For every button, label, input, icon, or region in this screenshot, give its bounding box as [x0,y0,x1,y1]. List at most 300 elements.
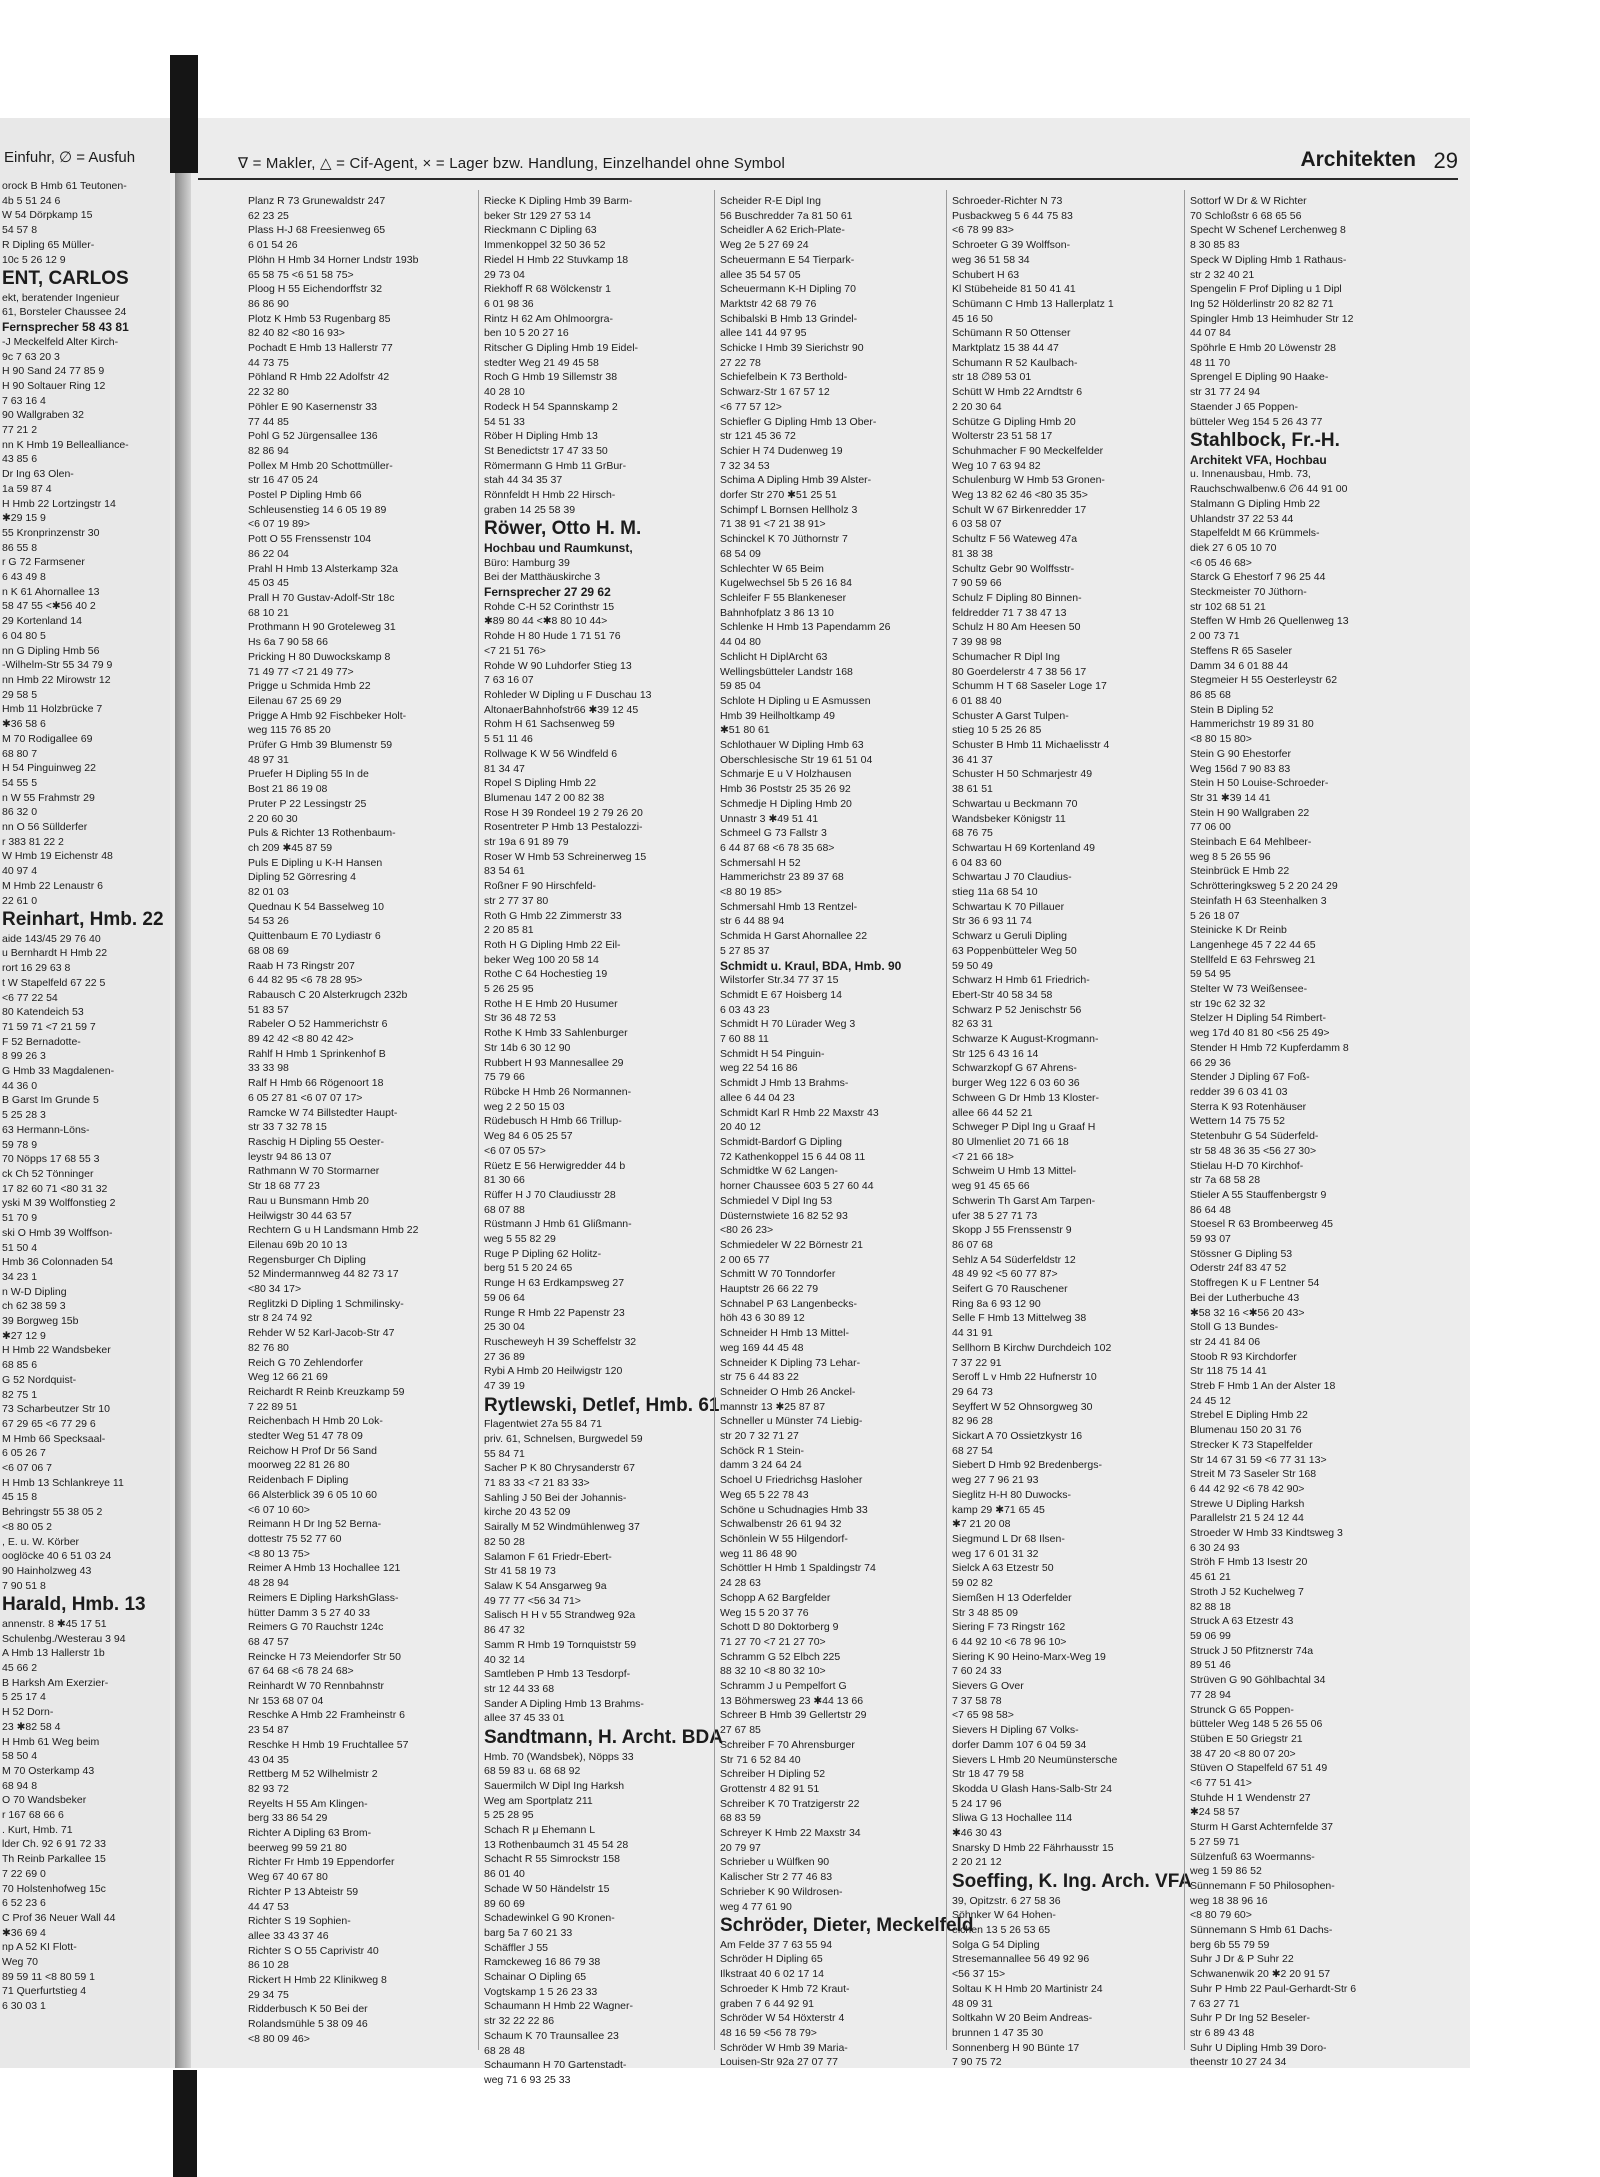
directory-entry: Seroff L v Hmb 22 Hufnerstr 10 [952,1371,1097,1384]
directory-entry: Schwarz-Str 1 67 57 12 [720,386,830,399]
directory-entry: Roser W Hmb 53 Schreinerweg 15 [484,850,647,863]
directory-entry: Schwartau J 70 Claudius- [952,871,1072,884]
directory-entry: Skodda U Glash Hans-Salb-Str 24 [952,1782,1112,1795]
directory-entry: Schönlein W 55 Hilgendorf- [720,1532,848,1545]
directory-entry: moorweg 22 81 26 80 [248,1459,350,1472]
directory-entry: 7 32 34 53 [720,459,770,472]
directory-entry: Hmb 36 Colonnaden 54 [2,1256,113,1269]
directory-entry: 29 Kortenland 14 [2,615,82,628]
directory-entry: Schröder W Hmb 39 Maria- [720,2041,848,2054]
directory-entry: damm 3 24 64 24 [720,1459,802,1472]
directory-entry: Stelter W 73 Weißensee- [1190,983,1308,996]
directory-entry: n W-D Dipling [2,1285,67,1298]
directory-entry: 89 42 42 <8 80 42 42> [248,1033,354,1046]
directory-entry: Rüetz E 56 Herwigredder 44 b [484,1159,626,1172]
directory-entry: Schween G Dr Hmb 13 Kloster- [952,1091,1100,1104]
directory-entry: Pochadt E Hmb 13 Hallerstr 77 [248,342,393,355]
directory-entry: 2 20 85 81 [484,924,534,937]
directory-entry: 82 01 03 [248,886,289,899]
directory-entry: <8 80 19 85> [720,886,782,899]
directory-entry: 6 43 49 8 [2,571,46,584]
directory-entry: Schinckel K 70 Jüthornstr 7 [720,533,848,546]
directory-entry: 86 47 32 [484,1624,525,1637]
directory-entry: Dipling 52 Görresring 4 [248,871,356,884]
directory-entry: Str 18 68 77 23 [248,1180,320,1193]
directory-entry: 44 07 84 [1190,327,1231,340]
directory-entry: u. Innenausbau, Hmb. 73, [1190,468,1311,481]
directory-entry: 59 06 99 [1190,1630,1231,1642]
directory-entry: 7 60 24 33 [952,1665,1002,1678]
directory-entry: 71 Querfurtstieg 4 [2,1985,87,1998]
directory-entry: Weg 12 66 21 69 [248,1371,328,1384]
directory-entry: r 167 68 66 6 [2,1809,64,1822]
directory-entry: 70 Schloßstr 6 68 65 56 [1190,209,1302,222]
directory-entry: Schroeder-Richter N 73 [952,195,1063,207]
directory-entry: Schneller u Münster 74 Liebig- [720,1415,863,1428]
directory-entry: Str 36 48 72 53 [484,1012,556,1025]
directory-entry: Louisen-Str 92a 27 07 77 [720,2056,838,2069]
directory-entry: weg 169 44 45 48 [720,1341,804,1354]
directory-entry: Marktplatz 15 38 44 47 [952,342,1059,355]
directory-entry: Schweger P Dipl Ing u Graaf H [952,1121,1096,1134]
directory-entry: Rothe C 64 Hochestieg 19 [484,968,608,981]
directory-entry: H Hmb 13 Schlankreye 11 [2,1476,124,1489]
directory-entry: Sterra K 93 Rotenhäuser [1190,1100,1307,1113]
directory-entry: 71 49 77 <7 21 49 77> [248,665,354,678]
directory-entry: Stoll G 13 Bundes- [1190,1321,1279,1334]
directory-entry: ✱51 80 61 [720,724,770,737]
directory-entry: Rieckmann C Dipling 63 [484,224,597,237]
directory-entry: Schlothauer W Dipling Hmb 63 [720,739,864,752]
directory-entry: Rehder W 52 Karl-Jacob-Str 47 [248,1327,395,1340]
directory-entry: Ströh F Hmb 13 Isestr 20 [1190,1556,1308,1569]
directory-entry: Röwer, Otto H. M. [484,518,642,540]
directory-entry: Schott D 80 Doktorberg 9 [720,1621,839,1634]
directory-entry: ✱24 58 57 [1190,1806,1240,1819]
directory-entry: 6 05 26 7 [2,1447,46,1460]
directory-entry: Schaum K 70 Traunsallee 23 [484,2029,619,2042]
directory-entry: 8 99 26 3 [2,1050,46,1063]
directory-entry: Sahling J 50 Bei der Johannis- [484,1491,627,1504]
directory-entry: str 6 44 88 94 [720,915,785,928]
directory-entry: 66 29 36 [1190,1056,1231,1069]
directory-entry: Prüfer G Hmb 39 Blumenstr 59 [248,739,393,752]
directory-entry: 5 51 11 46 [484,733,533,746]
directory-entry: orock B Hmb 61 Teutonen- [2,180,127,192]
directory-entry: Bei der Matthäuskirche 3 [484,571,601,584]
directory-entry: 6 03 43 23 [720,1003,770,1016]
directory-entry: Stein H 50 Louise-Schroeder- [1190,777,1329,790]
directory-entry: rort 16 29 63 8 [2,962,71,975]
directory-entry: 23 ✱82 58 4 [2,1720,61,1733]
directory-entry: 86 86 90 [248,297,289,310]
page-number: 29 [1433,148,1458,173]
directory-entry: 24 45 12 [1190,1394,1231,1407]
directory-entry: 83 54 61 [484,865,525,878]
directory-entry: nn Hmb 22 Mirowstr 12 [2,674,111,686]
directory-entry: Selle F Hmb 13 Mittelweg 38 [952,1312,1087,1325]
directory-entry: Reichenbach H Hmb 20 Lok- [248,1415,383,1428]
directory-entry: 45 16 50 [952,312,993,325]
directory-entry: allee 6 44 04 23 [720,1091,795,1104]
directory-entry: Str 14 67 31 59 <6 77 31 13> [1190,1453,1327,1466]
directory-entry: Salamon F 61 Friedr-Ebert- [484,1550,612,1563]
directory-entry: Rybi A Hmb 20 Heilwigstr 120 [484,1365,623,1378]
directory-entry: M 70 Rodigallee 69 [2,732,93,745]
directory-entry: Hmb 36 Poststr 25 35 26 92 [720,783,851,796]
directory-entry: Rohde C-H 52 Corinthstr 15 [484,600,615,613]
directory-entry: Starck G Ehestorf 7 96 25 44 [1190,571,1326,584]
directory-entry: Schneider K Dipling 73 Lehar- [720,1356,861,1369]
directory-entry: 47 39 19 [484,1380,525,1393]
directory-entry: 34 23 1 [2,1270,38,1283]
fragment-header: Einfuhr, ∅ = Ausfuh [4,149,136,166]
directory-entry: 70 Nöpps 17 68 55 3 [2,1153,100,1166]
directory-entry: kamp 29 ✱71 65 45 [952,1503,1045,1516]
directory-entry: Reidenbach F Dipling [248,1474,349,1487]
directory-entry: Steffen W Hmb 26 Quellenweg 13 [1190,615,1349,628]
directory-entry: Stoesel R 63 Brombeerweg 45 [1190,1218,1333,1231]
directory-entry: str 31 77 24 94 [1190,386,1261,399]
directory-entry: annenstr. 8 ✱45 17 51 [2,1617,107,1630]
directory-entry: 6 01 98 36 [484,297,534,310]
directory-entry: Hmb 39 Heilholtkamp 49 [720,709,835,722]
directory-entry: Am Felde 37 7 63 55 94 [720,1938,833,1951]
directory-entry: Str 14b 6 30 12 90 [484,1041,571,1054]
directory-entry: Schmeel G 73 Fallstr 3 [720,827,827,840]
directory-entry: feldredder 71 7 38 47 13 [952,606,1067,619]
directory-entry: Reich G 70 Zehlendorfer [248,1356,363,1369]
directory-entry: Behringstr 55 38 05 2 [2,1506,103,1519]
directory-entry: 89 59 11 <8 80 59 1 [2,1970,95,1983]
directory-entry: Weg 2e 5 27 69 24 [720,239,809,252]
directory-entry: Schwarze K August-Krogmann- [952,1033,1099,1046]
directory-entry: str 24 41 84 06 [1190,1335,1261,1348]
directory-entry: stah 44 34 35 37 [484,474,563,487]
directory-entry: Scheuermann E 54 Tierpark- [720,253,855,266]
directory-entry: Reimers G 70 Rauchstr 124c [248,1621,384,1634]
directory-entry: Grottenstr 4 82 91 51 [720,1782,820,1795]
directory-entry: 6 01 88 40 [952,694,1002,707]
directory-entry: Oberschlesische Str 19 61 51 04 [720,753,873,766]
directory-entry: graben 14 25 58 39 [484,503,576,516]
directory-entry: Kl Stübeheide 81 50 41 41 [952,283,1076,296]
directory-entry: u Bernhardt H Hmb 22 [2,947,108,960]
directory-entry: 38 61 51 [952,783,993,796]
directory-entry: Schmidt E 67 Hoisberg 14 [720,988,842,1001]
directory-entry: Schmitt W 70 Tonndorfer [720,1268,836,1281]
directory-entry: Strecker K 73 Stapelfelder [1190,1438,1313,1451]
directory-entry: 6 44 42 92 <6 78 42 90> [1190,1482,1305,1495]
directory-entry: Schwartau u Beckmann 70 [952,797,1078,810]
directory-entry: 13 Rothenbaumch 31 45 54 28 [484,1838,629,1851]
directory-entry: Weg 65 5 22 78 43 [720,1488,809,1501]
directory-entry: 29 64 73 [952,1385,993,1398]
directory-entry: Soltkahn W 20 Beim Andreas- [952,2012,1093,2025]
directory-entry: 45 66 2 [2,1662,38,1674]
directory-entry: Steinfath H 63 Steenhalken 3 [1190,894,1327,907]
directory-entry: Sieglitz H-H 80 Duwocks- [952,1488,1072,1501]
directory-entry: str 102 68 51 21 [1190,600,1266,613]
directory-entry: weg 8 5 26 55 96 [1190,850,1271,863]
directory-entry: Schreiber H Dipling 52 [720,1768,826,1781]
directory-entry: Schimpf L Bornsen Hellholz 3 [720,503,858,516]
directory-entry: Richter S O 55 Caprivistr 40 [248,1944,379,1957]
directory-entry: 51 70 9 [2,1212,38,1225]
directory-entry: Riekhoff R 68 Wölckenstr 1 [484,283,612,296]
directory-entry: Scheidler A 62 Erich-Plate- [720,224,845,237]
directory-entry: Siering K 90 Heino-Marx-Weg 19 [952,1650,1106,1663]
directory-entry: 77 44 85 [248,415,289,428]
directory-entry: Weg 70 [2,1956,38,1969]
directory-entry: 82 96 28 [952,1415,993,1428]
directory-entry: Stahlbock, Fr.-H. [1190,430,1340,452]
directory-entry: <8 80 15 80> [1190,733,1252,746]
directory-entry: Uhlandstr 37 22 53 44 [1190,512,1294,525]
directory-entry: <6 07 19 89> [248,518,310,531]
directory-entry: 7 63 16 07 [484,674,534,687]
directory-entry: Sottorf W Dr & W Richter [1190,195,1307,207]
directory-entry: Streit M 73 Saseler Str 168 [1190,1468,1317,1481]
directory-entry: Rüffer H J 70 Claudiusstr 28 [484,1188,616,1201]
directory-entry: 68 27 54 [952,1444,993,1457]
directory-entry: 7 37 22 91 [952,1356,1002,1369]
directory-entry: Schmersahl H 52 [720,856,801,869]
directory-entry: Stielau H-D 70 Kirchhof- [1190,1159,1304,1172]
directory-entry: weg 17d 40 81 80 <56 25 49> [1190,1027,1330,1040]
directory-entry: Schicke I Hmb 39 Sierichstr 90 [720,342,864,355]
directory-entry: B Garst Im Grunde 5 [2,1094,99,1107]
directory-entry: Schmiedel V Dipl Ing 53 [720,1194,833,1207]
directory-entry: Schulenbg./Westerau 3 94 [2,1632,126,1645]
directory-entry: 71 59 71 <7 21 59 7 [2,1020,96,1033]
directory-entry: Dr Ing 63 Olen- [2,468,74,481]
directory-entry: 24 28 63 [720,1577,761,1590]
directory-entry: 6 03 58 07 [952,518,1002,531]
directory-entry: Ruscheweyh H 39 Scheffelstr 32 [484,1335,637,1348]
directory-entry: Schumacher R Dipl Ing [952,650,1060,663]
directory-entry: Struck J 50 Pfitznerstr 74a [1190,1644,1314,1657]
binding-clip-top [170,55,198,173]
directory-entry: <80 34 17> [248,1283,302,1296]
directory-entry: Plotz K Hmb 53 Rugenbarg 85 [248,312,391,325]
directory-entry: Sünnemann F 50 Philosophen- [1190,1879,1335,1892]
directory-entry: 59 93 07 [1190,1233,1231,1246]
directory-entry: Streb F Hmb 1 An der Alster 18 [1190,1380,1336,1393]
directory-entry: 7 39 98 98 [952,636,1002,649]
directory-entry: stedter Weg 51 47 78 09 [248,1430,363,1443]
directory-entry: Schultz F 56 Wateweg 47a [952,533,1078,546]
directory-entry: , E. u. W. Körber [2,1535,80,1548]
directory-entry: 33 33 98 [248,1062,289,1075]
directory-entry: Prahl H Hmb 13 Alsterkamp 32a [248,562,398,575]
directory-entry: np A 52 KI Flott- [2,1941,77,1954]
directory-entry: 6 44 82 95 <6 78 28 95> [248,974,363,987]
directory-entry: Sprengel E Dipling 90 Haake- [1190,371,1329,384]
directory-entry: weg 2 2 50 15 03 [484,1100,565,1113]
directory-entry: Eilenau 67 25 69 29 [248,694,342,707]
directory-entry: AltonaerBahnhofstr66 ✱39 12 45 [484,703,639,716]
directory-entry: allee 35 54 57 05 [720,268,801,281]
directory-entry: 68 28 48 [484,2044,525,2057]
directory-entry: Schiefelbein K 73 Berthold- [720,371,848,384]
directory-entry: Schwalbenstr 26 61 94 32 [720,1518,842,1531]
directory-entry: str 6 89 43 48 [1190,2026,1255,2039]
directory-entry: 5 25 28 3 [2,1109,46,1122]
directory-entry: Kalischer Str 2 77 46 83 [720,1871,833,1884]
directory-entry: Damm 34 6 01 88 44 [1190,659,1289,672]
directory-entry: Sturm H Garst Achternfelde 37 [1190,1821,1333,1834]
directory-entry: 67 64 68 <6 78 24 68> [248,1665,354,1678]
directory-entry: Schroeder K Hmb 72 Kraut- [720,1982,850,1995]
directory-entry: ben 10 5 20 27 16 [484,327,569,340]
directory-entry: Stalmann G Dipling Hmb 22 [1190,497,1321,510]
directory-entry: 5 26 25 95 [484,983,534,996]
directory-entry: Rüstmann J Hmb 61 Glißmann- [484,1218,632,1231]
directory-entry: Schleusenstieg 14 6 05 19 89 [248,503,387,516]
directory-entry: Soeffing, K. Ing. Arch. VFA [952,1871,1192,1893]
directory-entry: 86 32 0 [2,806,38,819]
directory-entry: brunnen 1 47 35 30 [952,2026,1044,2039]
directory-entry: Rollwage K W 56 Windfeld 6 [484,747,618,760]
directory-entry: 71 83 33 <7 21 83 33> [484,1477,590,1490]
directory-entry: Weg 10 7 63 94 82 [952,459,1041,472]
directory-entry: Prothmann H 90 Groteleweg 31 [248,621,396,634]
directory-entry: str 2 77 37 80 [484,894,549,907]
directory-entry: Schramm G 52 Elbch 225 [720,1650,841,1663]
directory-entry: Soltau K H Hmb 20 Martinistr 24 [952,1982,1103,1995]
directory-entry: str 20 7 32 71 27 [720,1430,799,1443]
directory-entry: <8 80 13 75> [248,1547,310,1560]
directory-entry: Pöhland R Hmb 22 Adolfstr 42 [248,371,390,384]
directory-entry: Speck W Dipling Hmb 1 Rathaus- [1190,253,1347,266]
directory-entry: 68 80 7 [2,747,38,760]
directory-entry: 86 55 8 [2,541,38,554]
directory-entry: 22 32 80 [248,386,289,399]
directory-entry: Schmidt u. Kraul, BDA, Hmb. 90 [720,958,902,973]
directory-entry: H Hmb 22 Lortzingstr 14 [2,497,116,510]
directory-entry: Sauermilch W Dipl Ing Harksh [484,1779,625,1792]
directory-entry: Suhr P Dr Ing 52 Beseler- [1190,2012,1311,2025]
directory-entry: B Harksh Am Exerzier- [2,1676,109,1689]
directory-entry: 54 57 8 [2,224,38,237]
directory-entry: Suhr J Dr & P Suhr 22 [1190,1953,1294,1966]
directory-entry: 58 47 55 <✱56 40 2 [2,600,96,613]
directory-entry: dorfer Str 270 ✱51 25 51 [720,489,837,502]
directory-entry: 82 63 31 [952,1018,993,1031]
directory-entry: Schoel U Friedrichsg Hasloher [720,1474,863,1487]
directory-entry: Röber H Dipling Hmb 13 [484,430,598,443]
directory-entry: Stegmeier H 55 Oesterleystr 62 [1190,674,1338,687]
directory-entry: 73 Scharbeutzer Str 10 [2,1403,110,1416]
directory-entry: Kugelwechsel 5b 5 26 16 84 [720,577,852,590]
directory-entry: Römermann G Hmb 11 GrBur- [484,459,627,472]
directory-entry: Roth H G Dipling Hmb 22 Eil- [484,938,621,951]
directory-entry: 77 21 2 [2,424,38,437]
directory-entry: Rauchschwalbenw.6 ∅6 44 91 00 [1190,483,1348,496]
directory-entry: Schreer B Hmb 39 Gellertstr 29 [720,1709,867,1722]
directory-entry: 29 58 5 [2,688,38,701]
directory-entry: 65 58 75 <6 51 58 75> [248,268,354,281]
column-divider [946,190,947,2050]
directory-entry: Schainar O Dipling 65 [484,1971,587,1984]
directory-entry: weg 11 86 48 90 [720,1547,797,1560]
directory-entry: ufer 38 5 27 71 73 [952,1209,1038,1222]
directory-entry: stieg 10 5 25 26 85 [952,724,1042,737]
directory-entry: Samm R Hmb 19 Tornquiststr 59 [484,1638,637,1651]
directory-entry: Schultz Gebr 90 Wolffsstr- [952,562,1075,575]
directory-entry: Sander A Dipling Hmb 13 Brahms- [484,1697,644,1710]
directory-entry: berg 51 5 20 24 65 [484,1262,573,1275]
directory-entry: barg 5a 7 60 21 33 [484,1926,573,1939]
directory-entry: Büro: Hamburg 39 [484,556,570,569]
directory-entry: Schäffler J 55 [484,1941,549,1954]
directory-entry: H Hmb 22 Wandsbeker [2,1344,111,1357]
directory-entry: Schweim U Hmb 13 Mittel- [952,1165,1077,1178]
directory-entry: nn K Hmb 19 Bellealliance- [2,438,129,451]
column-divider [714,190,715,2050]
directory-entry: <6 07 10 60> [248,1503,310,1516]
directory-entry: 5 25 17 4 [2,1691,46,1704]
directory-entry: Schwarz P 52 Jenischstr 56 [952,1003,1082,1016]
directory-entry: Schröder H Dipling 65 [720,1953,823,1966]
directory-entry: str 32 22 22 86 [484,2015,555,2028]
directory-entry: 86 01 40 [484,1868,525,1881]
directory-entry: Stein H 90 Wallgraben 22 [1190,806,1310,819]
directory-entry: Heilwigstr 30 44 63 57 [248,1209,352,1222]
directory-entry: 44 31 91 [952,1327,993,1340]
directory-entry: Rytlewski, Detlef, Hmb. 61 [484,1394,720,1416]
directory-entry: Ralf H Hmb 66 Rögenoort 18 [248,1077,384,1090]
directory-entry: 5 25 28 95 [484,1809,534,1822]
directory-entry: Schrieber u Wülfken 90 [720,1856,830,1869]
directory-entry: Schlechter W 65 Beim [720,562,824,575]
directory-entry: Wilstorfer Str.34 77 37 15 [720,974,839,987]
directory-entry: ✱46 30 43 [952,1827,1002,1840]
directory-entry: weg 22 54 16 86 [720,1062,798,1075]
directory-entry: yski M 39 Wolffonstieg 2 [2,1197,116,1210]
directory-entry: H Hmb 61 Weg beim [2,1735,100,1748]
directory-entry: 36 41 37 [952,753,993,766]
directory-entry: nn O 56 Süllderfer [2,821,88,834]
directory-entry: Salaw K 54 Ansgarweg 9a [484,1579,607,1592]
directory-entry: Salisch H H v 55 Strandweg 92a [484,1609,636,1622]
directory-entry: 58 50 4 [2,1750,38,1763]
directory-entry: 68 47 57 [248,1635,289,1648]
directory-entry: ✱36 69 4 [2,1926,46,1939]
directory-entry: Stender J Dipling 67 Foß- [1190,1071,1310,1084]
directory-entry: Stoob R 93 Kirchdorfer [1190,1350,1297,1363]
directory-entry: <8 80 05 2 [2,1520,52,1533]
directory-entry: <8 80 79 60> [1190,1909,1252,1922]
directory-entry: ooglöcke 40 6 51 03 24 [2,1550,112,1563]
directory-entry: Riedel H Hmb 22 Stuvkamp 18 [484,253,629,266]
directory-entry: 48 16 59 <56 78 79> [720,2026,817,2039]
directory-entry: Stender H Hmb 72 Kupferdamm 8 [1190,1041,1349,1054]
directory-entry: -J Meckelfeld Alter Kirch- [2,335,119,348]
directory-entry: dorfer Damm 107 6 04 59 34 [952,1738,1087,1751]
directory-entry: Pollex M Hmb 20 Schottmüller- [248,459,393,472]
directory-entry: 40 28 10 [484,386,525,399]
binding-clip-bottom [173,2070,197,2177]
directory-entry: Rintz H 62 Am Ohlmoorgra- [484,312,613,325]
directory-entry: Th Reinb Parkallee 15 [2,1853,106,1866]
directory-entry: Ring 8a 6 93 12 90 [952,1297,1041,1310]
directory-entry: Ilkstraat 40 6 02 17 14 [720,1968,824,1981]
directory-entry: 40 97 4 [2,865,38,878]
directory-entry: 44 47 53 [248,1900,289,1913]
directory-entry: Seifert G 70 Rauschener [952,1283,1068,1296]
